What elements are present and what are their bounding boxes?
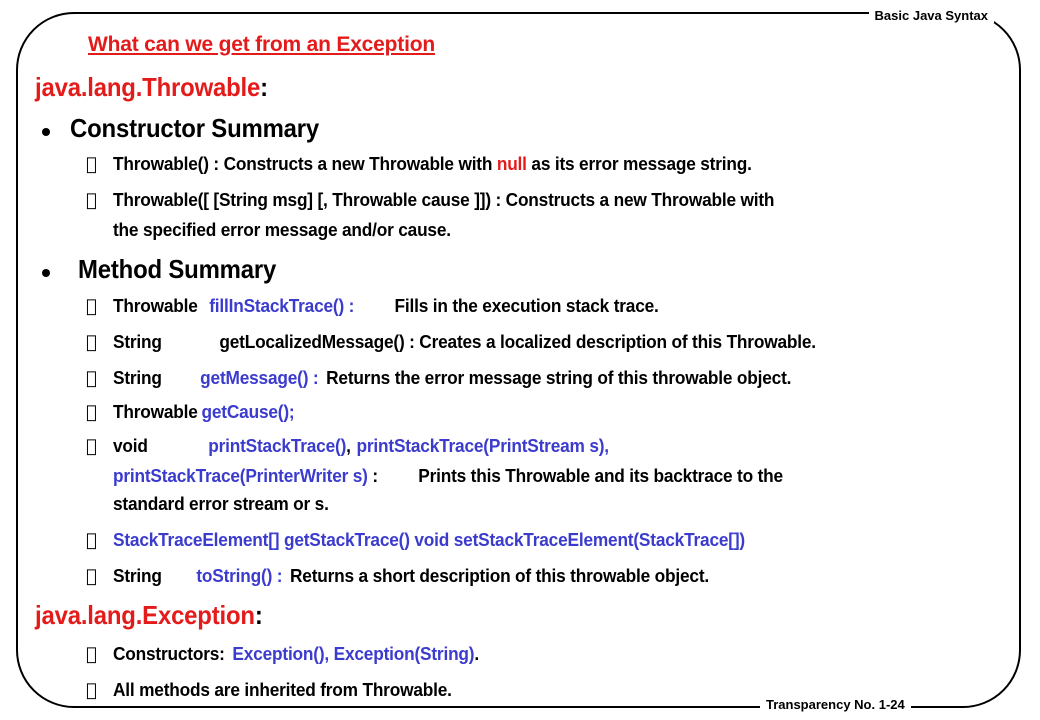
bullet-dot-icon (42, 269, 50, 277)
arrow-bullet-icon (86, 154, 97, 175)
method-summary-heading: Method Summary (78, 254, 277, 284)
arrow-bullet-icon (86, 296, 97, 317)
arrow-bullet-icon (86, 530, 97, 551)
arrow-bullet-icon (86, 436, 97, 457)
list-item: String toString() : Returns a short description of this throwable object. (113, 566, 709, 586)
list-item: Throwable([ [String msg] [, Throwable cause ]]) : Constructs a new Throwable with (113, 190, 775, 210)
heading-colon: : (260, 72, 268, 102)
throwable-heading (35, 72, 268, 103)
arrow-bullet-icon (86, 566, 97, 587)
list-item-continuation: printStackTrace(PrinterWriter s) : Prints this Throwable and its backtrace to the (113, 466, 783, 486)
arrow-bullet-icon (86, 644, 97, 665)
arrow-bullet-icon (86, 368, 97, 389)
slide-title: What can we get from an Exception (88, 33, 435, 56)
list-item: String getLocalizedMessage() : Creates a localized description of this Throwable. (113, 332, 816, 352)
arrow-bullet-icon (86, 190, 97, 211)
constructor-summary-heading: Constructor Summary (70, 113, 320, 143)
heading-colon: : (254, 600, 263, 630)
list-item: String getMessage() : Returns the error message string of this throwable object. (113, 368, 792, 388)
header-label: Basic Java Syntax (869, 8, 994, 23)
bullet-dot-icon (42, 128, 50, 136)
arrow-bullet-icon (86, 680, 97, 701)
list-item-continuation: the specified error message and/or cause. (113, 220, 451, 240)
list-item: Constructors: Exception(), Exception(String). (113, 644, 479, 664)
list-item: Throwable getCause(); (113, 402, 295, 422)
arrow-bullet-icon (86, 332, 97, 353)
list-item: All methods are inherited from Throwable. (113, 680, 452, 700)
list-item: StackTraceElement[] getStackTrace() void setStackTraceElement(StackTrace[]) (113, 530, 745, 550)
footer-label: Transparency No. 1-24 (760, 697, 911, 712)
list-item: void printStackTrace(), printStackTrace(PrintStream s), (113, 436, 609, 456)
list-item: Throwable fillInStackTrace() : Fills in the execution stack trace. (113, 296, 659, 316)
list-item: Throwable() : Constructs a new Throwable with null as its error message string. (113, 154, 752, 174)
throwable-heading-text: java.lang.Throwable (35, 72, 261, 102)
arrow-bullet-icon (86, 402, 97, 423)
exception-heading (35, 600, 263, 631)
exception-heading-text: java.lang.Exception (35, 600, 255, 630)
list-item-continuation: standard error stream or s. (113, 494, 329, 514)
